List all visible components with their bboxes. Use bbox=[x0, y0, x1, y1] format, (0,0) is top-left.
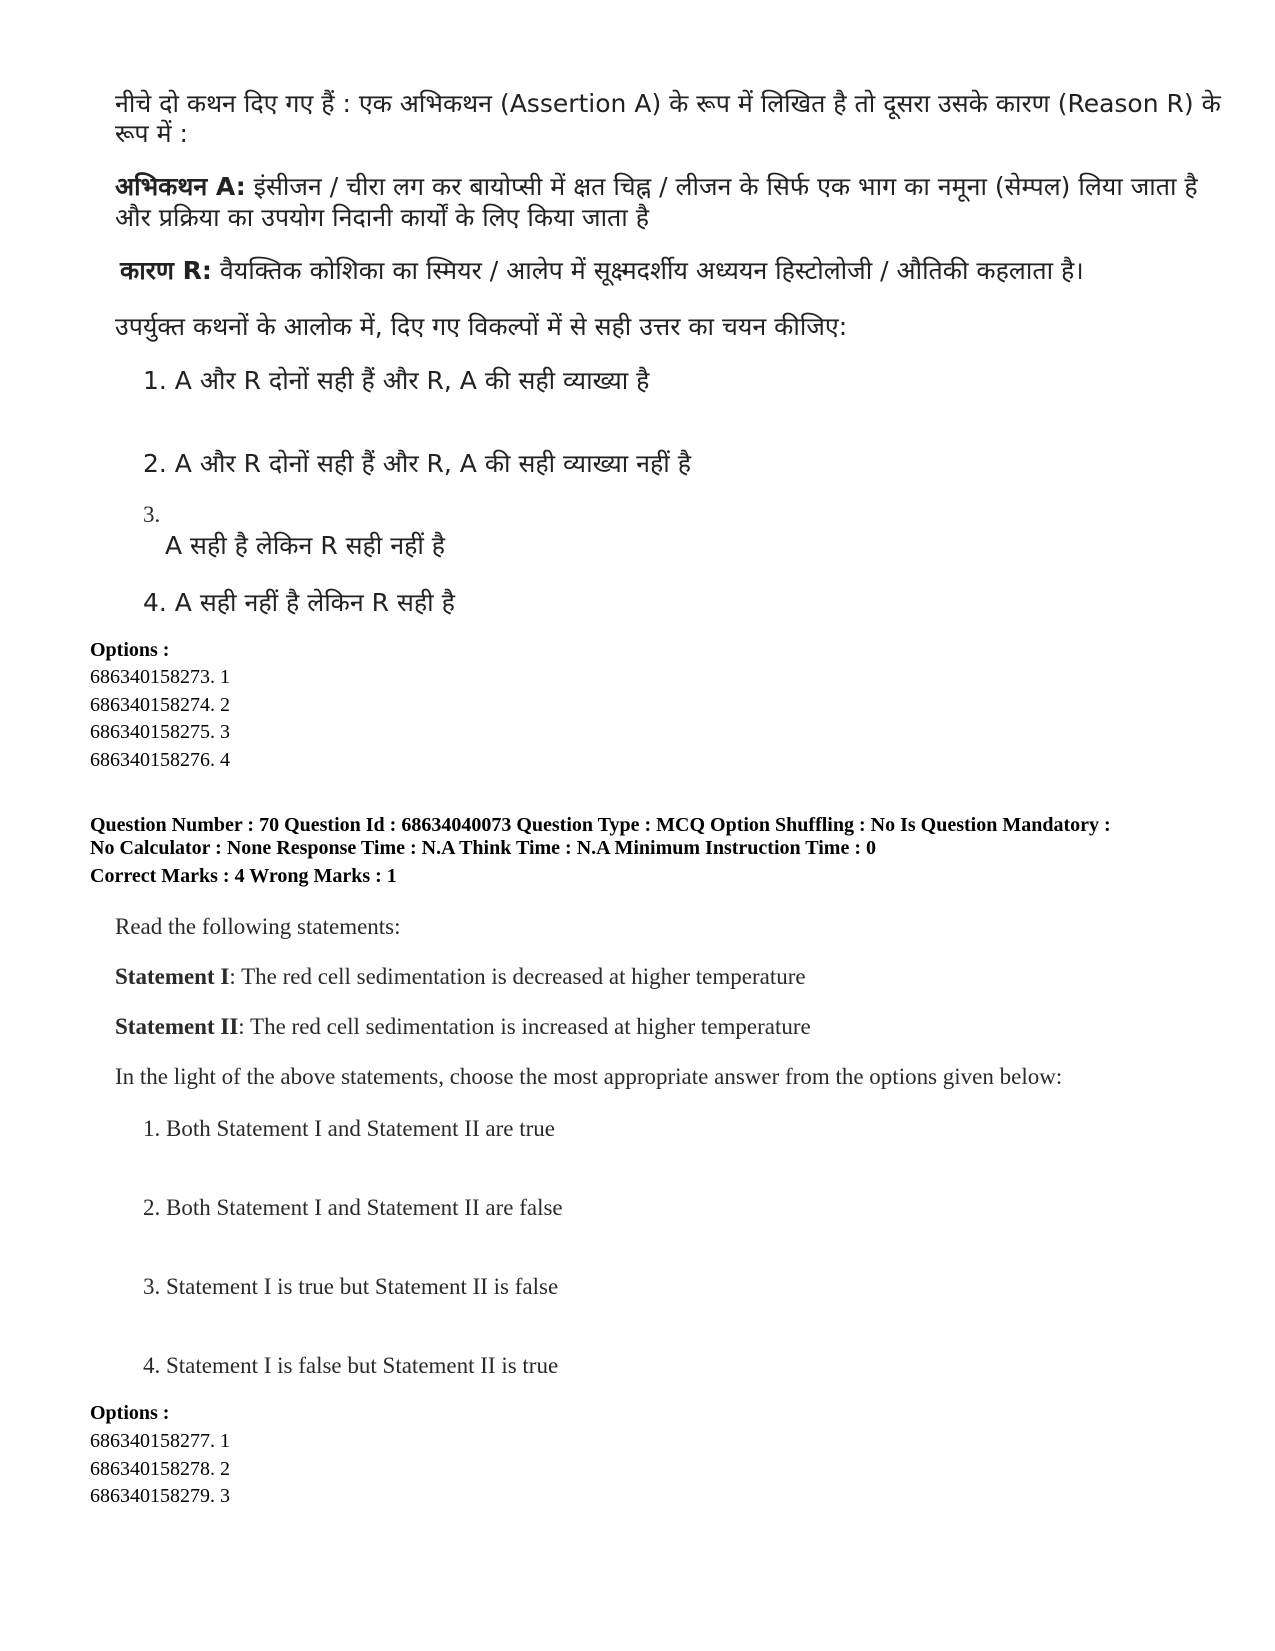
statement-1-text: : The red cell sedimentation is decreased at higher temperature bbox=[229, 964, 806, 989]
assertion-text-line1: इंसीजन / चीरा लग कर बायोप्सी में क्षत चिह्न / लीजन के सिर्फ एक भाग का नमूना (सेम्पल) लिया जाता है bbox=[253, 172, 1198, 201]
q70-meta-line2: No Calculator : None Response Time : N.A Think Time : N.A Minimum Instruction Time : 0 bbox=[90, 837, 876, 859]
q70-choice-3: 3. Statement I is true but Statement II is false bbox=[143, 1274, 559, 1299]
option-id: 686340158273. 1 bbox=[90, 666, 230, 688]
statement-1-label: Statement I bbox=[115, 964, 230, 989]
q70-choice-4: 4. Statement I is false but Statement II is true bbox=[143, 1353, 559, 1378]
assertion-label: अभिकथन A: bbox=[115, 172, 246, 201]
option-id: 686340158276. 4 bbox=[90, 749, 230, 771]
q69-choice-2: 2. A और R दोनों सही हैं और R, A की सही व्याख्या नहीं है bbox=[143, 449, 691, 478]
q70-choice-1: 1. Both Statement I and Statement II are true bbox=[143, 1116, 555, 1141]
q70-options-label: Options : bbox=[90, 1402, 170, 1424]
q69-instruction: उपर्युक्त कथनों के आलोक में, दिए गए विकल्पों में से सही उत्तर का चयन कीजिए: bbox=[115, 312, 848, 341]
q70-choice-2: 2. Both Statement I and Statement II are false bbox=[143, 1195, 563, 1220]
q69-choice-1: 1. A और R दोनों सही हैं और R, A की सही व्याख्या है bbox=[143, 366, 650, 395]
reason-label: कारण R: bbox=[120, 256, 212, 285]
assertion-text-line2: और प्रक्रिया का उपयोग निदानी कार्यों के लिए किया जाता है bbox=[115, 203, 649, 232]
q69-choice-3-text: A सही है लेकिन R सही नहीं है bbox=[165, 531, 446, 560]
q70-intro: Read the following statements: bbox=[115, 914, 401, 939]
option-id: 686340158279. 3 bbox=[90, 1485, 230, 1507]
q69-assertion bbox=[115, 169, 1198, 203]
option-id: 686340158275. 3 bbox=[90, 721, 230, 743]
statement-2-text: : The red cell sedimentation is increased at higher temperature bbox=[238, 1014, 811, 1039]
q70-marks: Correct Marks : 4 Wrong Marks : 1 bbox=[90, 865, 397, 887]
reason-text: वैयक्तिक कोशिका का स्मियर / आलेप में सूक्ष्मदर्शीय अध्ययन हिस्टोलोजी / औतिकी कहलाता है। bbox=[219, 256, 1084, 285]
statement-2-label: Statement II bbox=[115, 1014, 239, 1039]
q70-instruction: In the light of the above statements, choose the most appropriate answer from the options given below: bbox=[115, 1064, 1063, 1089]
q70-statement-2 bbox=[115, 1014, 811, 1040]
q70-statement-1 bbox=[115, 964, 806, 990]
option-id: 686340158274. 2 bbox=[90, 694, 230, 716]
q69-reason bbox=[120, 253, 1084, 287]
q69-choice-4: 4. A सही नहीं है लेकिन R सही है bbox=[143, 588, 455, 617]
option-id: 686340158277. 1 bbox=[90, 1430, 230, 1452]
q69-intro-line2: रूप में : bbox=[115, 119, 188, 148]
option-id: 686340158278. 2 bbox=[90, 1458, 230, 1480]
q69-choice-3-number: 3. bbox=[143, 502, 161, 527]
q70-meta-line1: Question Number : 70 Question Id : 68634040073 Question Type : MCQ Option Shuffling : No Is Question Mandatory : bbox=[90, 814, 1111, 836]
q69-intro-line1: नीचे दो कथन दिए गए हैं : एक अभिकथन (Assertion A) के रूप में लिखित है तो दूसरा उसके कारण (Reason R) के bbox=[115, 89, 1221, 118]
q69-options-label: Options : bbox=[90, 639, 170, 661]
